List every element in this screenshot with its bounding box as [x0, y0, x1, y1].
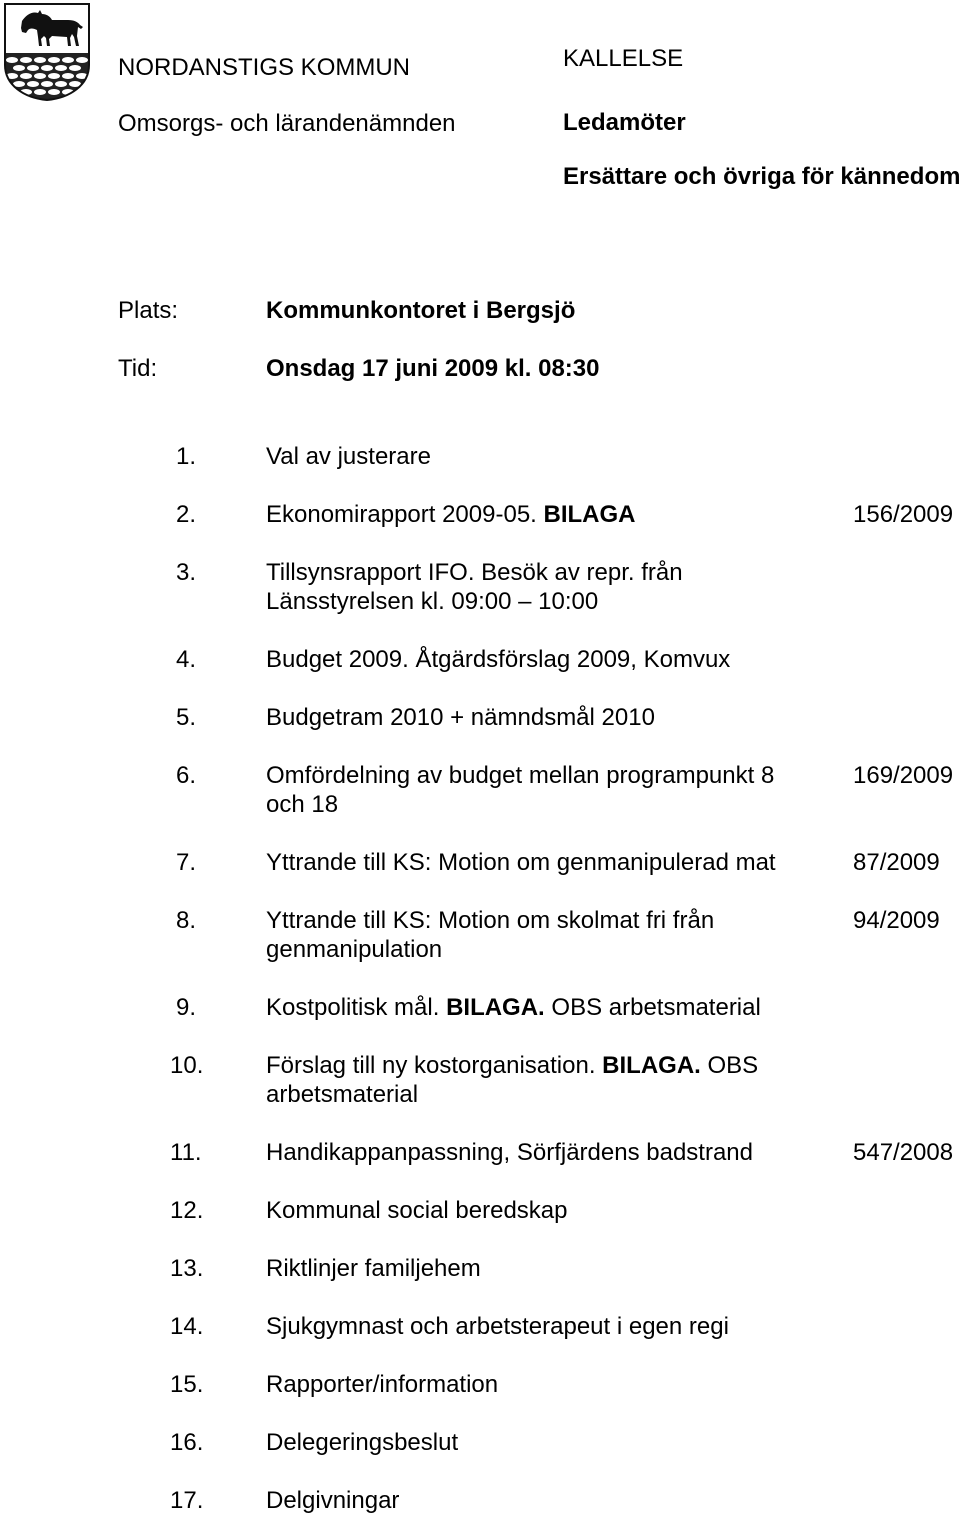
item-title: Sjukgymnast och arbetsterapeut i egen regi: [266, 1313, 729, 1340]
committee-name: Omsorgs- och lärandenämnden: [118, 110, 456, 137]
item-number: 8.: [176, 907, 197, 934]
item-title-continued: och 18: [266, 791, 339, 818]
time-value: Onsdag 17 juni 2009 kl. 08:30: [266, 355, 600, 382]
item-title-line: [266, 993, 761, 1022]
attachment-marker: BILAGA.: [602, 1052, 701, 1079]
item-reference: 169/2009: [853, 762, 954, 789]
item-number: 9.: [176, 994, 197, 1021]
item-title: Kostpolitisk mål.: [266, 994, 440, 1021]
item-title: Handikappanpassning, Sörfjärdens badstrand: [266, 1139, 753, 1166]
item-title-line: [266, 500, 636, 529]
place-label: Plats:: [118, 297, 179, 324]
item-number: 14.: [170, 1313, 204, 1340]
item-number: 7.: [176, 849, 197, 876]
item-number: 12.: [170, 1197, 204, 1224]
attachment-marker: BILAGA: [543, 501, 636, 528]
time-label: Tid:: [118, 355, 158, 382]
item-title: Val av justerare: [266, 443, 431, 470]
document-type: KALLELSE: [563, 45, 684, 72]
item-title: Ekonomirapport 2009-05.: [266, 501, 537, 528]
item-title: Delgivningar: [266, 1487, 400, 1514]
item-reference: 87/2009: [853, 849, 940, 876]
item-number: 2.: [176, 501, 197, 528]
item-note: OBS: [707, 1052, 759, 1079]
recipients-label: Ledamöter: [563, 109, 686, 136]
item-number: 6.: [176, 762, 197, 789]
item-title: Omfördelning av budget mellan programpunkt 8: [266, 762, 775, 789]
item-reference: 94/2009: [853, 907, 940, 934]
item-title: Yttrande till KS: Motion om genmanipulerad mat: [266, 849, 776, 876]
item-title-continued: genmanipulation: [266, 936, 443, 963]
item-title: Tillsynsrapport IFO. Besök av repr. från: [266, 559, 683, 586]
item-number: 5.: [176, 704, 197, 731]
item-title-continued: Länsstyrelsen kl. 09:00 – 10:00: [266, 588, 599, 615]
item-number: 10.: [170, 1052, 204, 1079]
coat-of-arms-logo: [4, 3, 90, 101]
item-title: Yttrande till KS: Motion om skolmat fri från: [266, 907, 715, 934]
item-number: 15.: [170, 1371, 204, 1398]
cc-label: Ersättare och övriga för kännedom: [563, 163, 960, 190]
item-title: Budget 2009. Åtgärdsförslag 2009, Komvux: [266, 646, 731, 673]
item-title: Kommunal social beredskap: [266, 1197, 568, 1224]
item-title-line: [266, 1051, 758, 1080]
item-reference: 156/2009: [853, 501, 954, 528]
item-number: 1.: [176, 443, 197, 470]
item-title: Riktlinjer familjehem: [266, 1255, 481, 1282]
item-number: 13.: [170, 1255, 204, 1282]
item-title: Rapporter/information: [266, 1371, 499, 1398]
item-number: 11.: [170, 1139, 202, 1166]
item-title: Budgetram 2010 + nämndsmål 2010: [266, 704, 655, 731]
item-number: 17.: [170, 1487, 204, 1514]
item-number: 16.: [170, 1429, 204, 1456]
item-number: 3.: [176, 559, 197, 586]
item-title-continued: arbetsmaterial: [266, 1081, 419, 1108]
attachment-marker: BILAGA.: [446, 994, 545, 1021]
municipality-name: NORDANSTIGS KOMMUN: [118, 54, 411, 81]
item-title: Delegeringsbeslut: [266, 1429, 459, 1456]
item-note: OBS arbetsmaterial: [551, 994, 761, 1021]
item-title: Förslag till ny kostorganisation.: [266, 1052, 596, 1079]
place-value: Kommunkontoret i Bergsjö: [266, 297, 576, 324]
item-reference: 547/2008: [853, 1139, 954, 1166]
item-number: 4.: [176, 646, 197, 673]
